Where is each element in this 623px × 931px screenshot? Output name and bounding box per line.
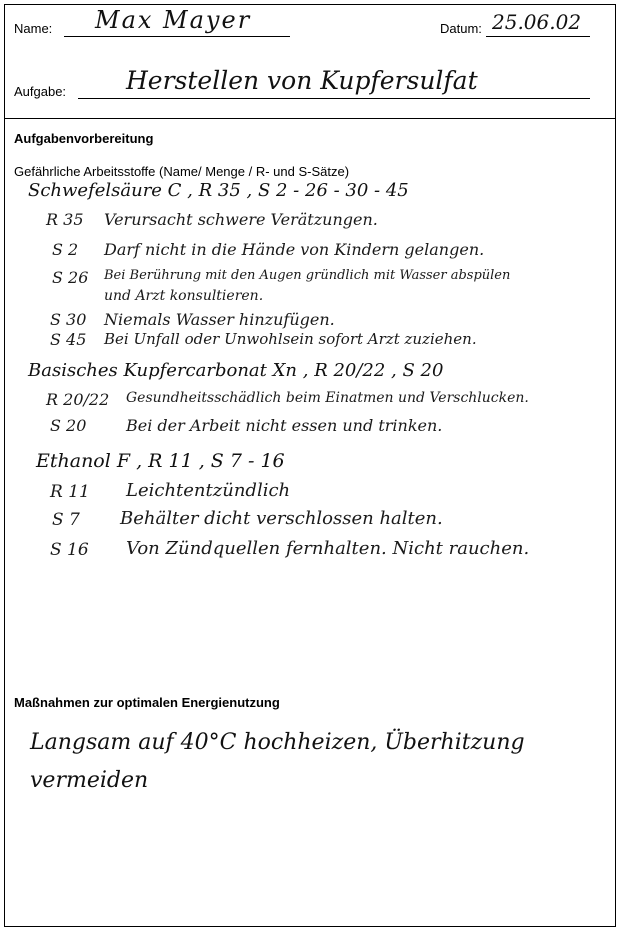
energy-heading: Maßnahmen zur optimalen Energienutzung [14,695,280,710]
hazard-text: Bei Unfall oder Unwohlsein sofort Arzt zuziehen. [104,330,477,348]
hazard-code: R 35 [46,210,84,229]
energy-line-2: vermeiden [30,768,149,793]
hazard-text: Von Zündquellen fernhalten. Nicht rauchen. [126,538,530,559]
hazard-code: R 11 [50,482,90,502]
prep-heading: Aufgabenvorbereitung [14,131,154,146]
energy-line-1: Langsam auf 40°C hochheizen, Überhitzung [30,730,525,755]
hazard-text: Bei Berührung mit den Augen gründlich mit Wasser abspülen [104,268,511,283]
hazard-text: Darf nicht in die Hände von Kindern gelangen. [104,240,485,259]
hazard-text: Niemals Wasser hinzufügen. [104,310,335,329]
hazard-code: S 16 [50,540,89,560]
substance-header: Schwefelsäure C , R 35 , S 2 - 26 - 30 - 45 [28,180,409,201]
substance-header: Ethanol F , R 11 , S 7 - 16 [36,450,285,472]
hazard-code: S 2 [52,240,79,259]
hazard-code: R 20/22 [46,390,110,409]
name-value: Max Mayer [95,6,252,34]
hazard-text: Behälter dicht verschlossen halten. [120,508,443,529]
date-label: Datum: [440,21,482,36]
hazard-text: Gesundheitsschädlich beim Einatmen und Verschlucken. [126,390,529,406]
name-label: Name: [14,21,53,36]
hazard-text: Verursacht schwere Verätzungen. [104,210,378,229]
hazard-label: Gefährliche Arbeitsstoffe (Name/ Menge / R- und S-Sätze) [14,164,350,179]
task-value: Herstellen von Kupfersulfat [126,66,478,95]
hazard-code: S 26 [52,268,89,287]
date-value: 25.06.02 [492,10,582,34]
hazard-text: und Arzt konsultieren. [104,288,264,304]
header-divider [4,118,616,119]
name-line [64,36,290,37]
hazard-code: S 20 [50,416,87,435]
hazard-code: S 7 [52,510,80,530]
task-line [78,98,590,99]
hazard-code: S 30 [50,310,87,329]
hazard-text: Bei der Arbeit nicht essen und trinken. [126,416,443,435]
hazard-code: S 45 [50,330,87,349]
hazard-text: Leichtentzündlich [126,480,291,501]
date-line [486,36,590,37]
substance-header: Basisches Kupfercarbonat Xn , R 20/22 , S 20 [28,360,444,381]
task-label: Aufgabe: [14,84,67,99]
